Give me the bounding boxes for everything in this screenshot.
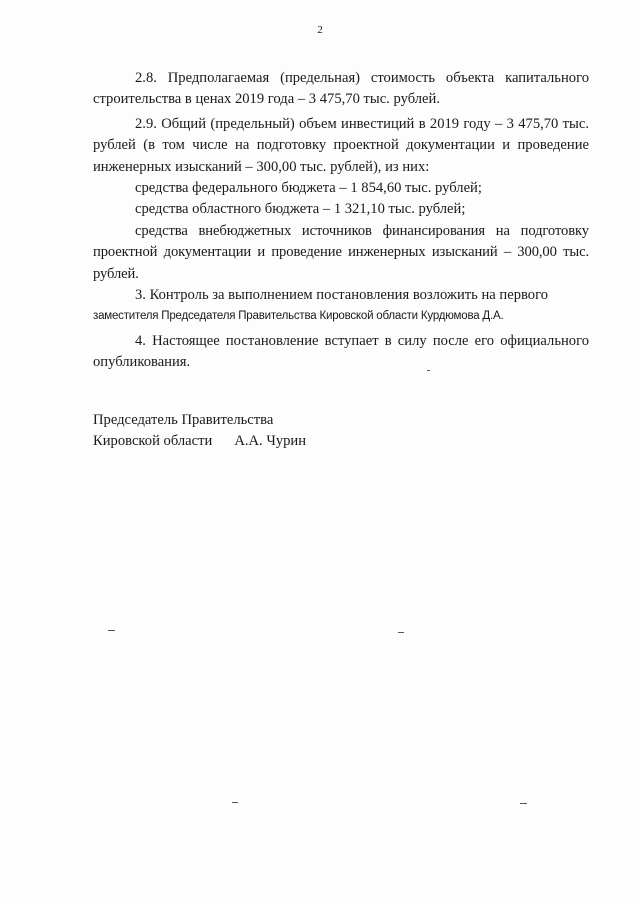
signatory-line — [93, 431, 306, 452]
paragraph-4: 4. Настоящее постановление вступает в силу после его официального опубликования. — [93, 332, 589, 371]
paragraph-3 — [93, 285, 589, 328]
scan-speck — [427, 370, 430, 371]
page-number: 2 — [317, 24, 323, 36]
scan-speck — [232, 802, 238, 803]
decree-body — [93, 68, 589, 374]
paragraph-3-start: 3. Контроль за выполнением постановления возложить на первого — [135, 287, 548, 304]
scan-speck — [520, 803, 527, 804]
signatory-name: А.А. Чурин — [234, 433, 307, 449]
paragraph-3-typed-insert: заместителя Председателя Правительства Кировской области Курдюмова Д.А. — [93, 310, 504, 323]
signature-block — [93, 410, 306, 452]
signatory-region: Кировской области — [93, 433, 213, 449]
paragraph-2-9: 2.9. Общий (предельный) объем инвестиций в 2019 году – 3 475,70 тыс. рублей (в том числе на подготовку проектной документации и проведение инженерных изысканий – 300,00 тыс. рублей), из них: — [93, 115, 589, 175]
scan-speck — [398, 632, 404, 633]
signatory-title: Председатель Правительства — [93, 412, 274, 428]
paragraph-2-8: 2.8. Предполагаемая (предельная) стоимость объекта капитального строительства в ценах 2019 года – 3 475,70 тыс. рублей. — [93, 70, 589, 108]
scan-speck — [108, 630, 115, 631]
federal-budget-line: средства федерального бюджета – 1 854,60 тыс. рублей; — [135, 180, 482, 197]
extrabudgetary-line: средства внебюджетных источников финансирования на подготовку проектной документации и проведение инженерных изысканий – 300,00 тыс. рублей. — [93, 222, 589, 282]
regional-budget-line: средства областного бюджета – 1 321,10 тыс. рублей; — [135, 201, 466, 218]
